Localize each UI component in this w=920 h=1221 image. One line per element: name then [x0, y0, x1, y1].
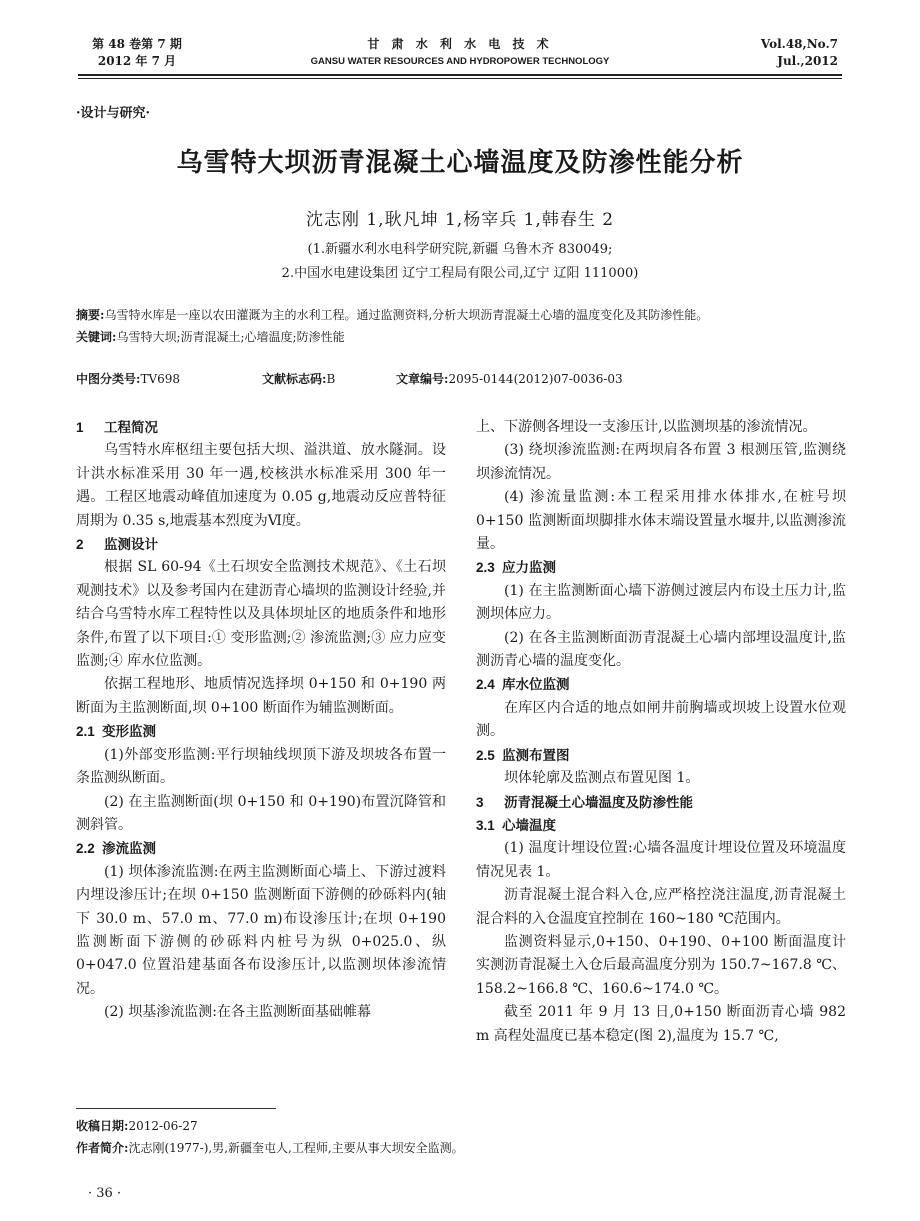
section-number: 2.1 — [76, 724, 95, 740]
section-heading — [476, 556, 846, 579]
page-number: · 36 · — [88, 1186, 122, 1201]
body-paragraph: 监测资料显示,0+150、0+190、0+100 断面温度计实测沥青混凝土入仓后最高温度分别为 150.7~167.8 ℃、158.2~166.8 ℃、160.6~174.0 ℃。 — [476, 933, 846, 997]
clc-label: 中图分类号: — [76, 372, 141, 386]
column-tag: ·设计与研究· — [76, 106, 151, 121]
header-date-cn: 2012 年 7 月 — [97, 54, 177, 68]
paper-title: 乌雪特大坝沥青混凝土心墙温度及防渗性能分析 — [176, 148, 744, 178]
section-number: 2.2 — [76, 841, 95, 857]
article-no-value: 2095-0144(2012)07-0036-03 — [448, 372, 623, 386]
body-paragraph: 上、下游侧各埋设一支渗压计,以监测坝基的渗流情况。 — [476, 419, 817, 435]
section-title: 监测设计 — [104, 537, 158, 553]
paper-authors: 沈志刚 1,耿凡坤 1,杨宰兵 1,韩春生 2 — [305, 210, 615, 230]
section-title: 心墙温度 — [502, 817, 556, 833]
received-date: 2012-06-27 — [128, 1119, 198, 1133]
doc-code-field — [262, 370, 335, 387]
header-journal-block — [250, 36, 670, 70]
header-volume-en: Vol.48,No.7 — [760, 37, 838, 51]
section-heading — [476, 814, 846, 837]
received-label: 收稿日期: — [76, 1119, 129, 1133]
article-no-label: 文章编号: — [396, 372, 449, 386]
body-paragraph: (1) 在主监测断面心墙下游侧过渡层内布设土压力计,监测坝体应力。 — [476, 582, 846, 623]
section-heading — [476, 744, 846, 767]
body-column-right — [476, 416, 846, 1048]
body-paragraph: (1)外部变形监测:平行坝轴线坝顶下游及坝坡各布置一条监测纵断面。 — [76, 746, 446, 787]
abstract-block — [76, 304, 844, 348]
section-number: 3 — [476, 794, 484, 810]
header-rule-thick — [78, 74, 842, 76]
body-paragraph: 截至 2011 年 9 月 13 日,0+150 断面沥青心墙 982 m 高程处温度已基本稳定(图 2),温度为 15.7 ℃, — [476, 1004, 846, 1044]
body-paragraph: (2) 在各主监测断面沥青混凝土心墙内部埋设温度计,监测沥青心墙的温度变化。 — [476, 629, 846, 670]
keywords-paragraph — [76, 326, 844, 348]
body-paragraph: (1) 坝体渗流监测:在两主监测断面心墙上、下游过渡料内埋设渗压计;在坝 0+150 监测断面下游侧的砂砾料内(轴下 30.0 m、57.0 m、77.0 m)布设渗压计;在坝 0+190 监测断面下游侧的砂砾料内桩号为纵 0+025.0、纵 0+047.0 位置沿建基面各布设渗压计,以监测坝体渗流情况。 — [76, 863, 446, 997]
clc-field — [76, 370, 180, 387]
body-paragraph: 沥青混凝土混合料入仓,应严格控浇注温度,沥青混凝土混合料的入仓温度宜控制在 160~180 ℃范围内。 — [476, 887, 846, 927]
section-heading — [76, 533, 446, 556]
header-volume-block — [82, 36, 192, 70]
doc-code-value: B — [326, 372, 336, 386]
author-bio-label: 作者简介: — [76, 1141, 129, 1155]
body-paragraph: 乌雪特水库枢纽主要包括大坝、溢洪道、放水隧洞。设计洪水标准采用 30 年一遇,校核洪水标准采用 300 年一遇。工程区地震动峰值加速度为 0.05 g,地震动反应普特征周期为 0.35 s,地震基本烈度为Ⅵ度。 — [76, 442, 446, 529]
section-number: 2.4 — [476, 677, 495, 693]
section-number: 2.3 — [476, 560, 495, 576]
body-paragraph: (1) 温度计埋设位置:心墙各温度计埋设位置及环境温度情况见表 1。 — [476, 840, 846, 880]
keywords-label: 关键词: — [76, 330, 117, 344]
body-column-left — [76, 416, 446, 1025]
section-title: 监测布置图 — [502, 747, 570, 763]
section-number: 2.5 — [476, 747, 495, 763]
section-title: 渗流监测 — [102, 841, 156, 857]
section-number: 3.1 — [476, 817, 495, 833]
body-paragraph: 在库区内合适的地点如闸井前胸墙或坝坡上设置水位观测。 — [476, 699, 846, 740]
footnote-received — [76, 1117, 198, 1134]
footnote-author — [76, 1139, 464, 1156]
body-paragraph: 坝体轮廓及监测点布置见图 1。 — [504, 770, 700, 787]
section-number: 2 — [76, 537, 84, 553]
header-rule-thin — [78, 78, 842, 79]
body-paragraph: (4) 渗流量监测:本工程采用排水体排水,在桩号坝 0+150 监测断面坝脚排水体末端设置量水堰井,以监测渗流量。 — [476, 489, 846, 553]
affiliation-2: 2.中国水电建设集团 辽宁工程局有限公司,辽宁 辽阳 111000) — [281, 266, 639, 281]
header-date-en: Jul.,2012 — [777, 54, 838, 68]
affiliation-1: (1.新疆水利水电科学研究院,新疆 乌鲁木齐 830049; — [307, 242, 613, 257]
section-title: 应力监测 — [502, 560, 556, 576]
clc-value: TV698 — [140, 372, 181, 386]
doc-code-label: 文献标志码: — [262, 372, 327, 386]
abstract-paragraph — [76, 304, 844, 326]
body-paragraph: (2) 坝基渗流监测:在各主监测断面基础帷幕 — [104, 1004, 371, 1021]
footnote-rule — [76, 1108, 276, 1109]
body-paragraph: 依据工程地形、地质情况选择坝 0+150 和 0+190 两断面为主监测断面,坝 0+100 断面作为辅监测断面。 — [76, 676, 446, 716]
body-paragraph: 根据 SL 60-94《土石坝安全监测技术规范》、《土石坝观测技术》以及参考国内在建沥青心墙坝的监测设计经验,并结合乌雪特水库工程特性以及具体坝址区的地质条件和地形条件,布置了以下项目:① 变形监测;② 渗流监测;③ 应力应变监测;④ 库水位监测。 — [76, 559, 446, 670]
header-volume-en-block — [761, 36, 838, 70]
section-heading — [76, 416, 446, 439]
abstract-label: 摘要: — [76, 308, 105, 322]
header-journal-en: GANSU WATER RESOURCES AND HYDROPOWER TECHNOLOGY — [310, 56, 610, 67]
header-volume-cn: 第 48 卷第 7 期 — [92, 37, 182, 51]
section-heading — [76, 837, 446, 860]
section-title: 库水位监测 — [502, 677, 570, 693]
section-title: 沥青混凝土心墙温度及防渗性能 — [504, 794, 693, 810]
abstract-text: 乌雪特水库是一座以农田灌溉为主的水利工程。通过监测资料,分析大坝沥青混凝土心墙的温度变化及其防渗性能。 — [104, 308, 709, 322]
header-journal-cn: 甘 肃 水 利 水 电 技 术 — [367, 37, 553, 51]
section-title: 变形监测 — [102, 724, 156, 740]
author-bio: 沈志刚(1977-),男,新疆奎屯人,工程师,主要从事大坝安全监测。 — [128, 1141, 464, 1155]
body-paragraph: (3) 绕坝渗流监测:在两坝肩各布置 3 根测压管,监测绕坝渗流情况。 — [476, 442, 846, 482]
section-number: 1 — [76, 420, 84, 435]
keywords-text: 乌雪特大坝;沥青混凝土;心墙温度;防渗性能 — [116, 330, 345, 344]
article-no-field — [396, 370, 623, 387]
section-title: 工程简况 — [104, 420, 158, 435]
section-heading — [476, 791, 846, 814]
section-heading — [76, 720, 446, 743]
section-heading — [476, 673, 846, 696]
body-paragraph: (2) 在主监测断面(坝 0+150 和 0+190)布置沉降管和测斜管。 — [76, 793, 446, 833]
